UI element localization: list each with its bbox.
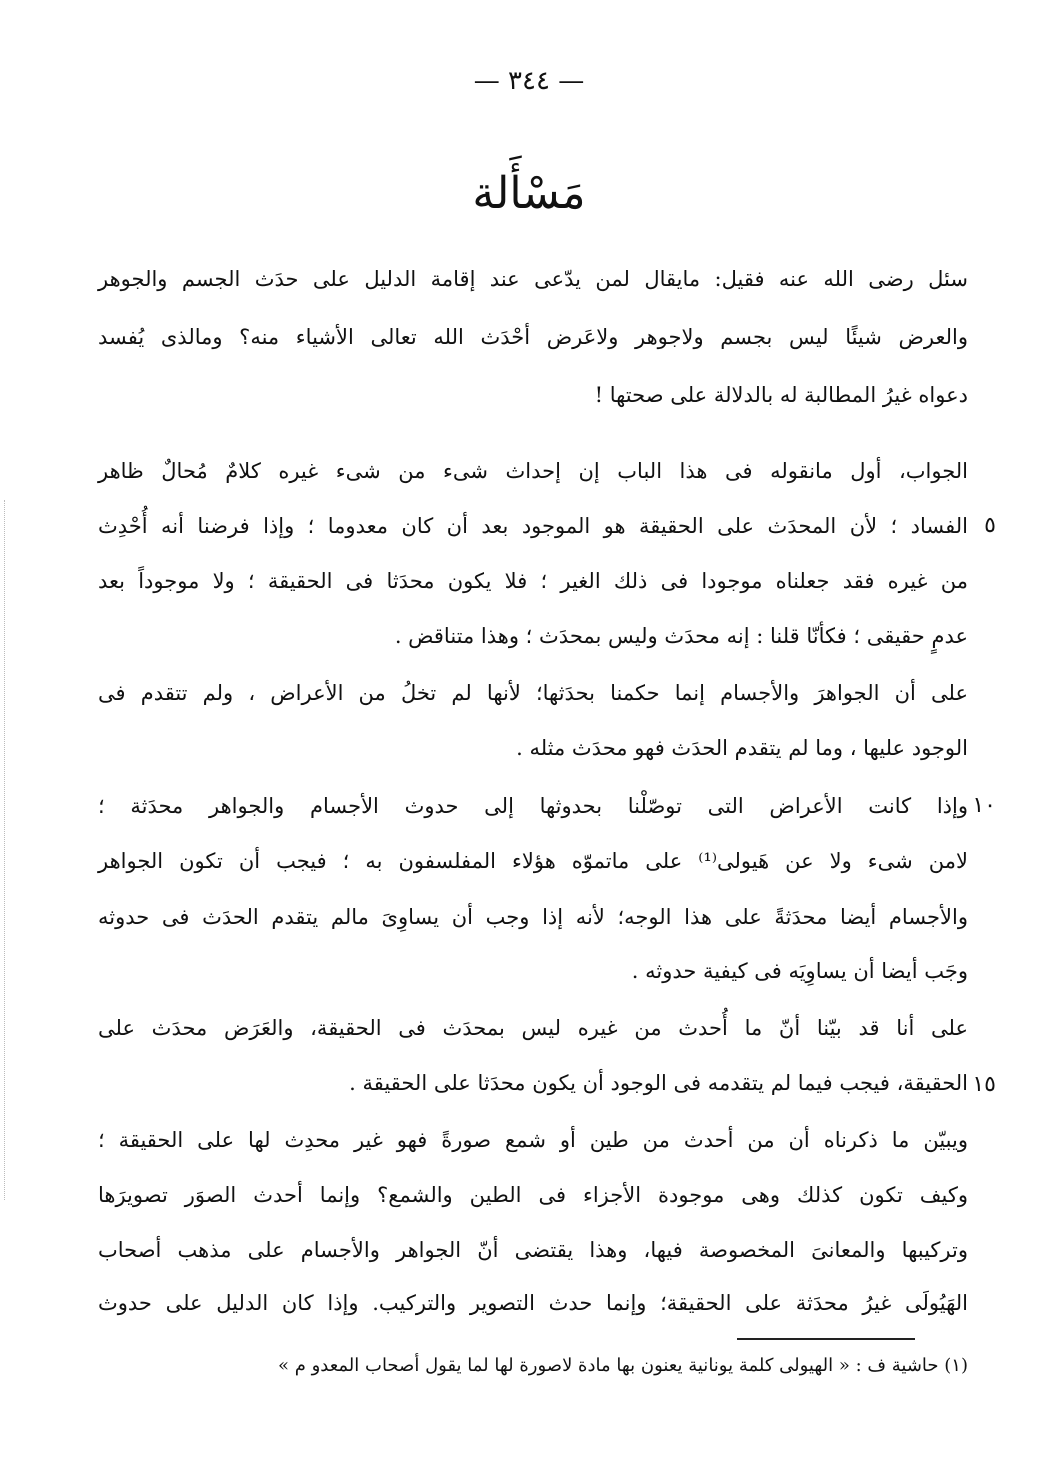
footnote-divider xyxy=(737,1338,915,1340)
line-number-15: ١٥ xyxy=(972,1072,996,1097)
text-line: الفساد ؛ لأن المحدَث على الحقيقة هو الموجود بعد أن كان معدوما ؛ وإذا فرضنا أنه أُحْدِث xyxy=(98,514,968,538)
line-number-10: ١٠ xyxy=(972,793,996,818)
text-line: سئل رضى الله عنه فقيل: مايقال لمن يدّعى عند إقامة الدليل على حدَث الجسم والجوهر xyxy=(98,267,968,291)
text-line: الوجود عليها ، وما لم يتقدم الحدَث فهو محدَث مثله . xyxy=(516,736,968,760)
text-line: وإذا كانت الأعراض التى توصّلْنا بحدوثها إلى حدوث الأجسام والجواهر محدَثة ؛ xyxy=(98,794,968,818)
text-line: وكيف تكون كذلك وهى موجودة الأجزاء فى الطين والشمع؟ وإنما أحدث الصوَر تصويرَها xyxy=(98,1183,968,1207)
text-line: الجواب، أول مانقوله فى هذا الباب إن إحداث شىء من شىء غيره كلامٌ مُحالٌ ظاهر xyxy=(98,459,968,483)
text-line: وجَب أيضا أن يساوِيَه فى كيفية حدوثه . xyxy=(631,959,968,983)
text-line: الهَيُولَى غيرُ محدَثة على الحقيقة؛ وإنما حدث التصوير والتركيب. وإذا كان الدليل على حدوث xyxy=(98,1291,968,1315)
text-line: الحقيقة، فيجب فيما لم يتقدمه فى الوجود أن يكون محدَثا على الحقيقة . xyxy=(349,1071,968,1095)
text-line: والعرض شيئًا ليس بجسم ولاجوهر ولاعَرض أحْدَث الله تعالى الأشياء منه؟ ومالذى يُفسد xyxy=(98,325,968,349)
page-title: مَسْأَلة xyxy=(472,168,586,219)
text-line: عدمٍ حقيقى ؛ فكأنّا قلنا : إنه محدَث وليس بمحدَث ؛ وهذا متناقض . xyxy=(394,624,968,648)
text-line: وتركيبها والمعانىَ المخصوصة فيها، وهذا يقتضى أنّ الجواهر والأجسام على مذهب أصحاب xyxy=(98,1238,968,1262)
line-number-5: ٥ xyxy=(984,513,996,538)
text-line: لامن شىء ولا عن هَيولى⁽¹⁾ على ماتموّه هؤلاء المفلسفون به ؛ فيجب أن تكون الجواهر xyxy=(98,849,968,873)
text-line: من غيره فقد جعلناه موجودا فى ذلك الغير ؛ فلا يكون محدَثا فى الحقيقة ؛ ولا موجوداً بعد xyxy=(98,569,968,593)
page-number: — ٣٤٤ — xyxy=(473,66,585,96)
text-line: دعواه غيرُ المطالبة له بالدلالة على صحتها ! xyxy=(594,383,968,407)
footnote: (١) حاشية ف : « الهيولى كلمة يونانية يعنون بها مادة لاصورة لها لما يقول أصحاب المعدو م » xyxy=(277,1355,968,1376)
text-line: على أن الجواهرَ والأجسام إنما حكمنا بحدَثها؛ لأنها لم تخلُ من الأعراض ، ولم تتقدم فى xyxy=(98,681,968,705)
text-line: على أنا قد بيّنا أنّ ما أُحدث من غيره ليس بمحدَث فى الحقيقة، والعَرَض محدَث على xyxy=(98,1016,968,1040)
text-line: ويبيّن ما ذكرناه أن من أحدث من طين أو شمع صورةً فهو غير محدِث لها على الحقيقة ؛ xyxy=(98,1128,968,1152)
page-edge-marks xyxy=(4,500,7,1200)
text-line: والأجسام أيضا محدَثةً على هذا الوجه؛ لأنه إذا وجب أن يساوِىَ مالم يتقدم الحدَث فى حدوثه xyxy=(98,905,968,929)
